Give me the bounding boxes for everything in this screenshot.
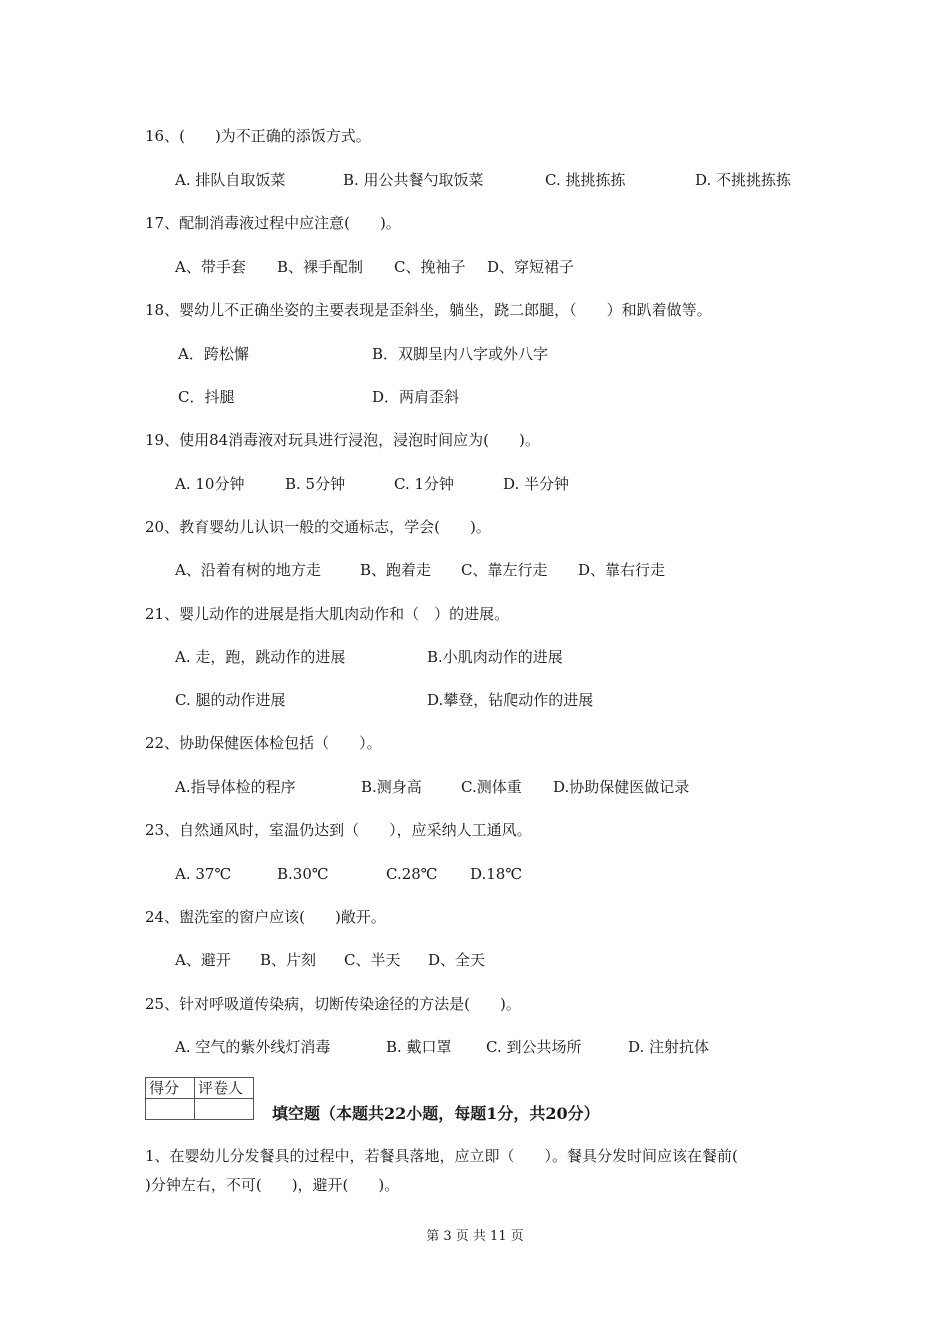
q25-option-b: B. 戴口罩 [386, 1038, 452, 1056]
q25-option-a: A. 空气的紫外线灯消毒 [175, 1038, 331, 1056]
question-19: 19、使用84消毒液对玩具进行浸泡，浸泡时间应为( )。 [145, 431, 540, 449]
question-22: 22、协助保健医体检包括（ ）。 [145, 734, 382, 752]
q16-option-d: D. 不挑挑拣拣 [695, 171, 792, 189]
q18-option-c: C．抖腿 [178, 388, 235, 406]
q20-option-d: D、靠右行走 [578, 561, 666, 579]
fill-question-1-line1: 1、在婴幼儿分发餐具的过程中，若餐具落地，应立即（ ）。餐具分发时间应该在餐前( [145, 1147, 738, 1165]
q22-option-d: D.协助保健医做记录 [553, 778, 690, 796]
q19-option-c: C. 1分钟 [394, 475, 455, 493]
q17-option-c: C、挽袖子 [394, 258, 466, 276]
score-cell [146, 1099, 195, 1120]
question-18: 18、婴幼儿不正确坐姿的主要表现是歪斜坐，躺坐，跷二郎腿，（ ）和趴着做等。 [145, 301, 712, 319]
q20-option-c: C、靠左行走 [461, 561, 548, 579]
q21-option-a: A. 走，跑，跳动作的进展 [175, 648, 346, 666]
q17-option-b: B、裸手配制 [277, 258, 364, 276]
q22-option-b: B.测身高 [361, 778, 422, 796]
q24-option-c: C、半天 [344, 951, 401, 969]
q21-option-c: C. 腿的动作进展 [175, 691, 286, 709]
q16-option-a: A. 排队自取饭菜 [175, 171, 286, 189]
question-21: 21、婴儿动作的进展是指大肌肉动作和（ ）的进展。 [145, 605, 510, 623]
grader-cell [195, 1099, 254, 1120]
question-20: 20、教育婴幼儿认识一般的交通标志，学会( )。 [145, 518, 491, 536]
score-label: 得分 [146, 1078, 195, 1099]
q19-option-d: D. 半分钟 [503, 475, 570, 493]
q17-option-d: D、穿短裙子 [487, 258, 575, 276]
score-box [145, 1077, 254, 1120]
q20-option-b: B、跑着走 [360, 561, 432, 579]
q19-option-b: B. 5分钟 [285, 475, 346, 493]
q24-option-b: B、片刻 [260, 951, 317, 969]
q16-option-b: B. 用公共餐勺取饭菜 [343, 171, 484, 189]
q25-option-c: C. 到公共场所 [486, 1038, 582, 1056]
section-title: 填空题（本题共22小题，每题1分，共20分） [272, 1104, 600, 1123]
q23-option-d: D.18℃ [470, 865, 523, 883]
q23-option-c: C.28℃ [386, 865, 438, 883]
q18-option-d: D．两肩歪斜 [372, 388, 460, 406]
q23-option-b: B.30℃ [277, 865, 329, 883]
page-number: 第 3 页 共 11 页 [426, 1229, 524, 1244]
fill-question-1-line2: )分钟左右，不可( )，避开( )。 [145, 1176, 400, 1194]
q22-option-c: C.测体重 [461, 778, 522, 796]
q22-option-a: A.指导体检的程序 [175, 778, 296, 796]
q21-option-b: B.小肌肉动作的进展 [427, 648, 563, 666]
q25-option-d: D. 注射抗体 [628, 1038, 710, 1056]
q17-option-a: A、带手套 [175, 258, 246, 276]
q24-option-d: D、全天 [428, 951, 486, 969]
q21-option-d: D.攀登，钻爬动作的进展 [427, 691, 594, 709]
q23-option-a: A. 37℃ [175, 865, 232, 883]
grader-label: 评卷人 [195, 1078, 254, 1099]
q20-option-a: A、沿着有树的地方走 [175, 561, 321, 579]
q18-option-a: A．跨松懈 [178, 345, 249, 363]
question-17: 17、配制消毒液过程中应注意( )。 [145, 214, 401, 232]
question-24: 24、盥洗室的窗户应该( )敞开。 [145, 908, 386, 926]
question-25: 25、针对呼吸道传染病，切断传染途径的方法是( )。 [145, 995, 521, 1013]
q18-option-b: B．双脚呈内八字或外八字 [372, 345, 549, 363]
question-16: 16、( )为不正确的添饭方式。 [145, 127, 371, 145]
q24-option-a: A、避开 [175, 951, 231, 969]
q16-option-c: C. 挑挑拣拣 [545, 171, 626, 189]
question-23: 23、自然通风时，室温仍达到（ ），应采纳人工通风。 [145, 821, 532, 839]
q19-option-a: A. 10分钟 [175, 475, 245, 493]
